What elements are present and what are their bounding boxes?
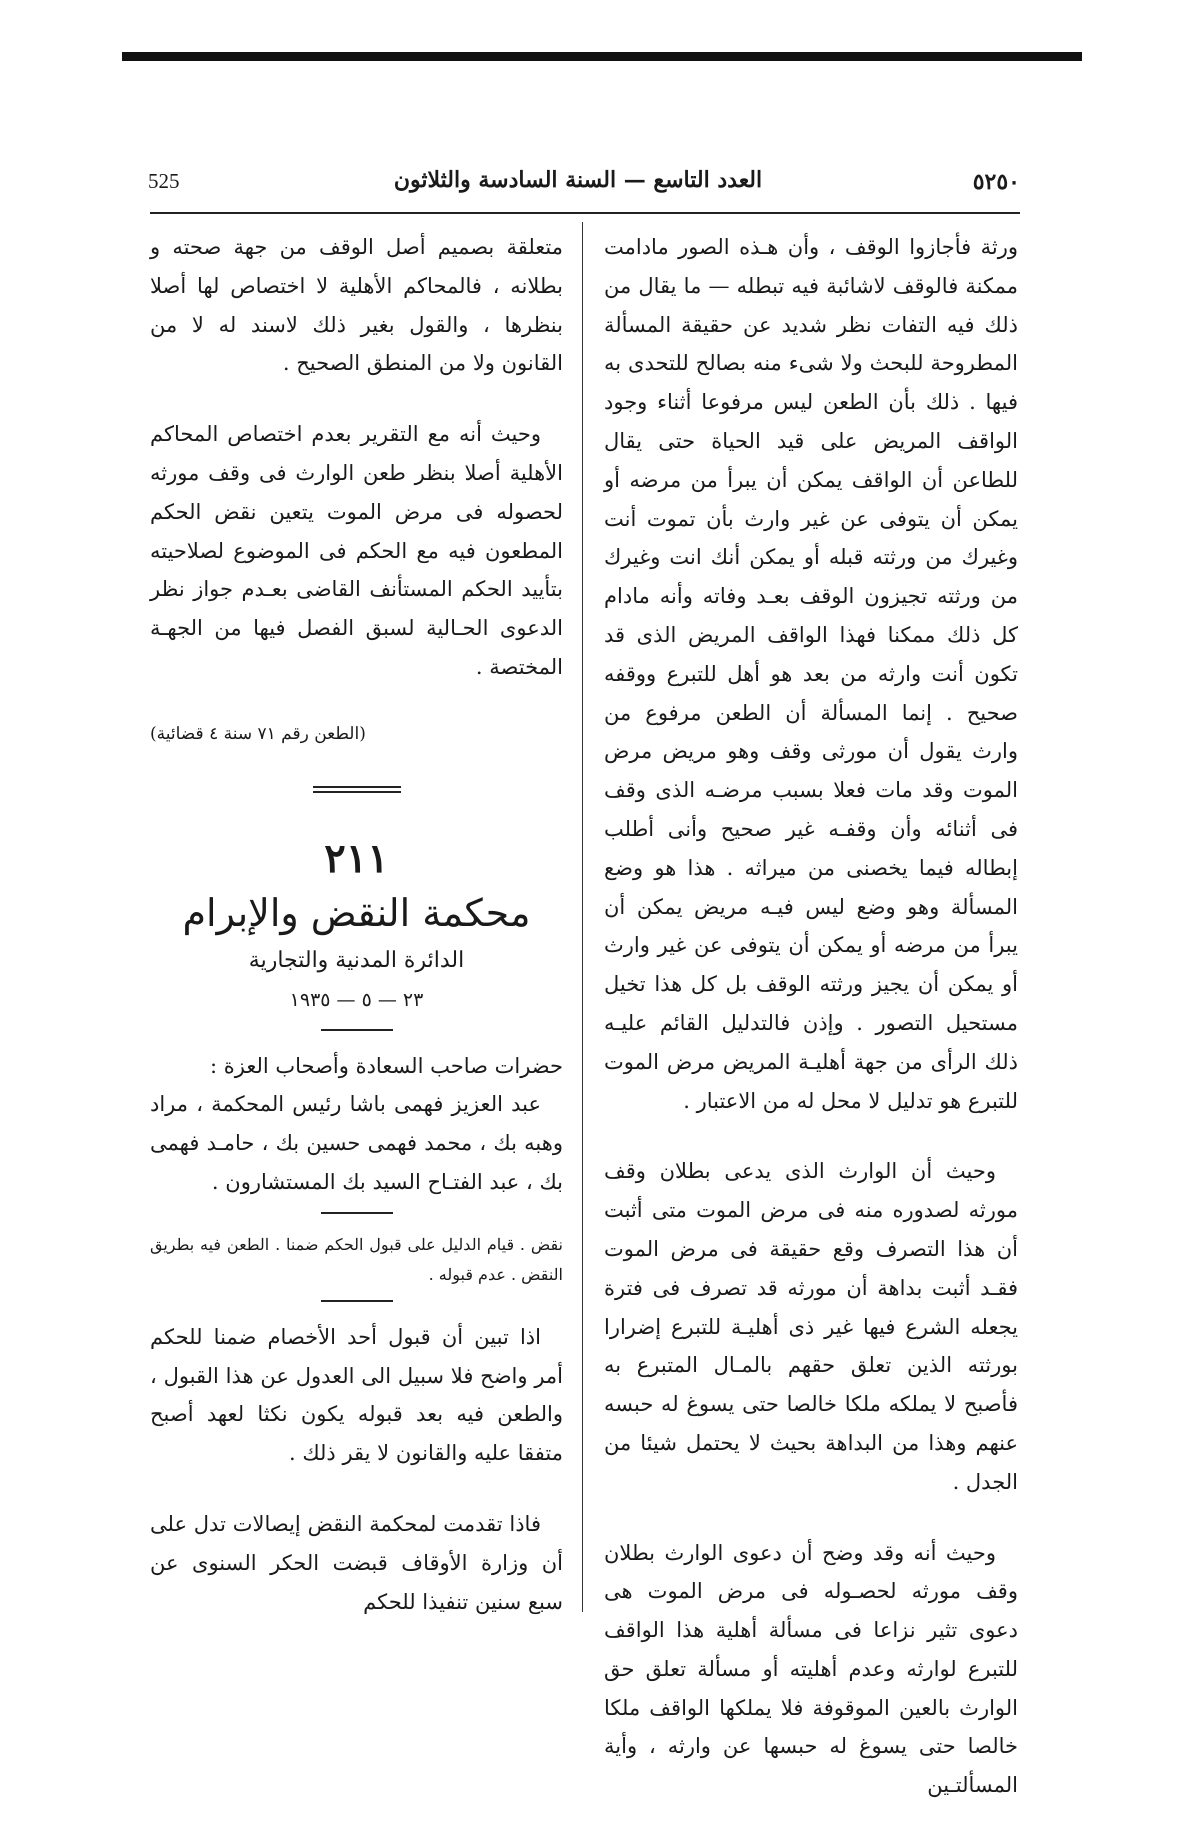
case-number: ٢١١ xyxy=(324,834,389,882)
divider xyxy=(321,1212,393,1214)
body-paragraph: وحيث أن الوارث الذى يدعى بطلان وقف مورثه لصدوره منه فى مرض الموت متى أثبت أن هذا التصرف وقع حقيقة فى مرض الموت فقـد أثبت بداهة أن مورثه قد تصرف فى فترة يجعله الشرع فيها غير ذى أهليـة للتبرع إضرارا بورثته الذين تعلق حقهم بالمـال المتبرع به فأصبح لا يملكه ملكا خالصا حتى يسوغ له حبسه عنهم وهذا من البداهة بحيث لا يحتمل شيئا من الجدل . xyxy=(604,1159,1018,1494)
section-divider xyxy=(313,786,401,793)
body-paragraph: ورثة فأجازوا الوقف ، وأن هـذه الصور مادامت ممكنة فالوقف لاشائبة فيه تبطله — ما يقال من ذلك فيه التفات نظر شديد عن حقيقة المسألة المطروحة للبحث ولا شىء منه بصالح للتحدى به فيها . ذلك بأن الطعن ليس مرفوعا أثناء وجود الواقف المريض على قيد الحياة حتى يقال للطاعن أن الواقف يمكن أن يبرأ من مرضه أو يمكن أن يتوفى عن غير وارث بأن تموت أنت وغيرك من ورثته قبله أو يمكن أنك انت وغيرك من ورثته تجيزون الوقف بعـد وفاته وأنه مادام كل ذلك ممكنا فهذا الواقف المريض الذى قد تكون أنت وارثه من بعد هو أهل للتبرع ووقفه صحيح . إنما المسألة أن الطعن مرفوع من وارث يقول أن مورثى وقف وهو مريض مرض الموت وقد مات فعلا بسبب مرضـه الذى وقف فى أثنائه وأن وقفـه غير صحيح وأنى أطلب إبطاله فيما يخصنى من ميراثه . هذا هو وضع المسألة وهو وضع ليس فيـه مريض يمكن أن يبرأ من مرضه أو يمكن أن يتوفى عن غير وارث أو يمكن أن يجيز ورثته الوقف بل كل هذا تخيل مستحيل التصور . وإذن فالتدليل القائم عليـه ذلك الرأى من جهة أهليـة المريض مرض الموت للتبرع هو تدليل لا محل له من الاعتبار . xyxy=(604,235,1018,1113)
court-name: محكمة النقض والإبرام xyxy=(182,890,531,935)
page-number-latin: 525 xyxy=(148,169,180,193)
top-rule xyxy=(122,52,1082,61)
body-paragraph: وحيث أنه مع التقرير بعدم اختصاص المحاكم الأهلية أصلا بنظر طعن الوارث فى وقف مورثه لحصوله فى مرض الموت يتعين نقض الحكم المطعون فيه مع الحكم فى الموضوع لصلاحيته بتأييد الحكم المستأنف القاضى بعـدم جواز نظر الدعوى الحـالية لسبق الفصل فيها من الجهـة المختصة . xyxy=(150,422,563,679)
right-column xyxy=(604,228,1018,1805)
page-number-arabic: ٥٢٥٠ xyxy=(972,169,1020,195)
judges-list: عبد العزيز فهمى باشا رئيس المحكمة ، مراد وهبه بك ، محمد فهمى حسين بك ، حامـد فهمى بك ، عبد الفتـاح السيد بك المستشارون . xyxy=(150,1092,563,1194)
header-rule xyxy=(150,212,1020,214)
body-paragraph: فاذا تقدمت لمحكمة النقض إيصالات تدل على أن وزارة الأوقاف قبضت الحكر السنوى عن سبع سنين تنفيذا للحكم xyxy=(150,1511,563,1614)
judgment-date: ٢٣ — ٥ — ١٩٣٥ xyxy=(289,988,424,1011)
presence-heading: حضرات صاحب السعادة وأصحاب العزة : xyxy=(209,1053,563,1078)
keywords: نقض . قيام الدليل على قبول الحكم ضمنا . الطعن فيه بطريق النقض . عدم قبوله . xyxy=(150,1234,563,1284)
court-circuit: الدائرة المدنية والتجارية xyxy=(248,947,465,973)
divider xyxy=(321,1029,393,1031)
case-citation: (الطعن رقم ٧١ سنة ٤ قضائية) xyxy=(150,723,366,744)
divider xyxy=(321,1300,393,1302)
left-column xyxy=(150,228,563,1621)
page-header xyxy=(148,163,1020,203)
running-title: العدد التاسع — السنة السادسة والثلاثون xyxy=(393,167,763,193)
body-paragraph: متعلقة بصميم أصل الوقف من جهة صحته و بطلانه ، فالمحاكم الأهلية لا اختصاص لها أصلا بنظرها ، والقول بغير ذلك لاسند له لا من القانون ولا من المنطق الصحيح . xyxy=(150,235,563,376)
column-divider xyxy=(582,222,583,1612)
body-paragraph: وحيث أنه وقد وضح أن دعوى الوارث بطلان وقف مورثه لحصـوله فى مرض الموت هى دعوى تثير نزاعا فى مسألة أهلية هذا الواقف للتبرع لوارثه وعدم أهليته أو مسألة تعلق حق الوارث بالعين الموقوفة فلا يملكها الواقف ملكا خالصا حتى يسوغ له حبسها عن وارثه ، وأية المسألتـين xyxy=(604,1540,1018,1798)
legal-principle: اذا تبين أن قبول أحد الأخصام ضمنا للحكم أمر واضح فلا سبيل الى العدول عن هذا القبول ، والطعن فيه بعد قبوله يكون نكثا لعهد أصبح متفقا عليه والقانون لا يقر ذلك . xyxy=(150,1324,563,1466)
